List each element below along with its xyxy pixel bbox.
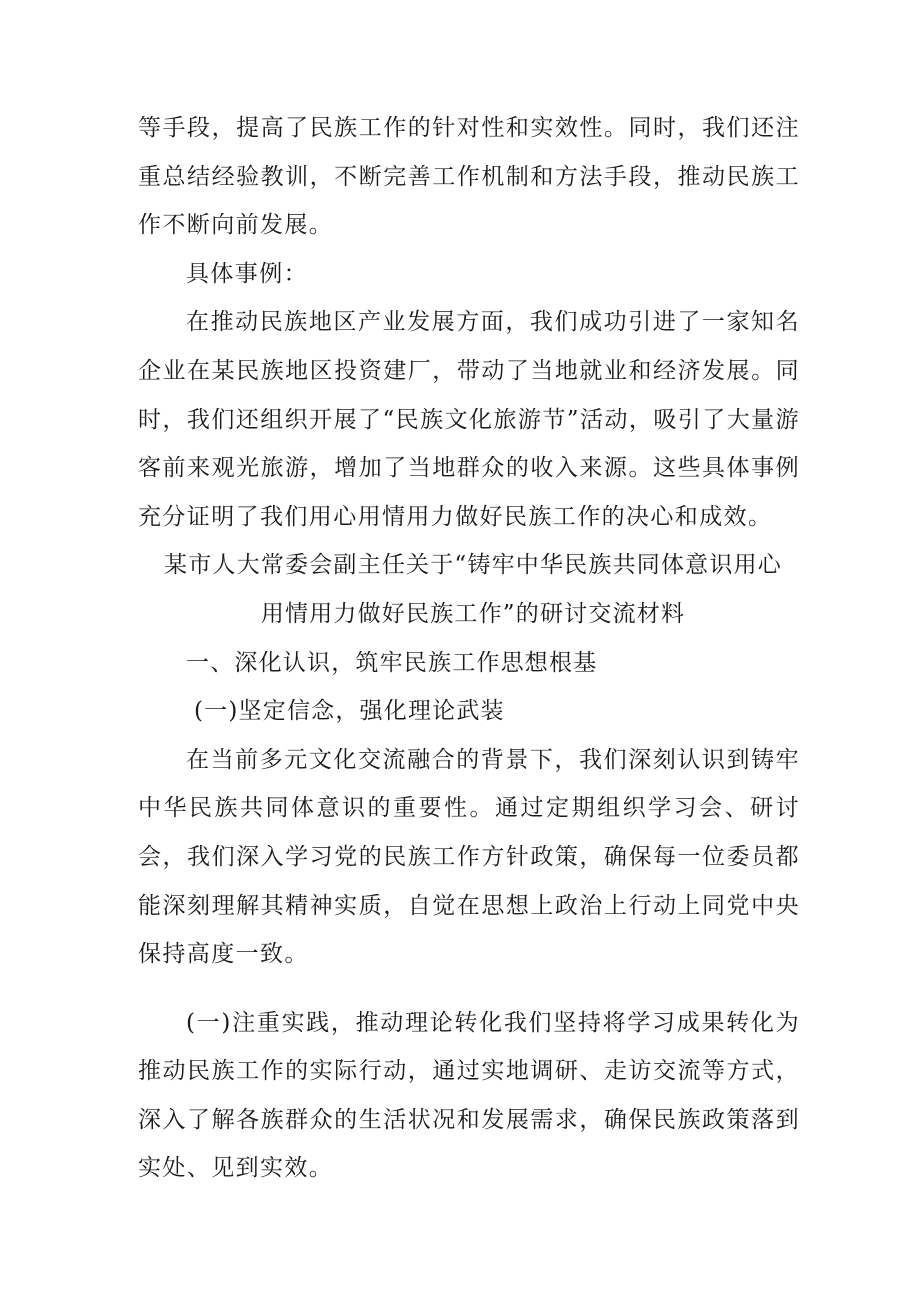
paragraph-continuation: 等手段，提高了民族工作的针对性和实效性。同时，我们还注重总结经验教训，不断完善工作机制和方法手段，推动民族工作不断向前发展。 <box>138 115 800 239</box>
paragraph-examples-label: 具体事例： <box>186 260 308 287</box>
document-title-line-1: 某市人大常委会副主任关于“铸牢中华民族共同体意识用心 <box>164 552 782 579</box>
subsection-body: 在当前多元文化交流融合的背景下，我们深刻认识到铸牢中华民族共同体意识的重要性。通过定期组织学习会、研讨会，我们深入学习党的民族工作方针政策，确保每一位委员都能深刻理解其精神实质，自觉在思想上政治上行动上同党中央保持高度一致。 <box>138 746 800 968</box>
document-title-line-2: 用情用力做好民族工作”的研讨交流材料 <box>260 600 686 627</box>
subsection-practice-body: (一)注重实践，推动理论转化我们坚持将学习成果转化为推动民族工作的实际行动，通过实地调研、走访交流等方式，深入了解各族群众的生活状况和发展需求，确保民族政策落到实处、见到实效。 <box>138 1009 800 1182</box>
paragraph-examples-body: 在推动民族地区产业发展方面，我们成功引进了一家知名企业在某民族地区投资建厂，带动了当地就业和经济发展。同时，我们还组织开展了“民族文化旅游节”活动，吸引了大量游客前来观光旅游，增加了当地群众的收入来源。这些具体事例充分证明了我们用心用情用力做好民族工作的决心和成效。 <box>138 309 800 530</box>
subsection-heading: (一)坚定信念，强化理论武装 <box>194 698 505 725</box>
section-heading: 一、深化认识，筑牢民族工作思想根基 <box>186 649 598 676</box>
